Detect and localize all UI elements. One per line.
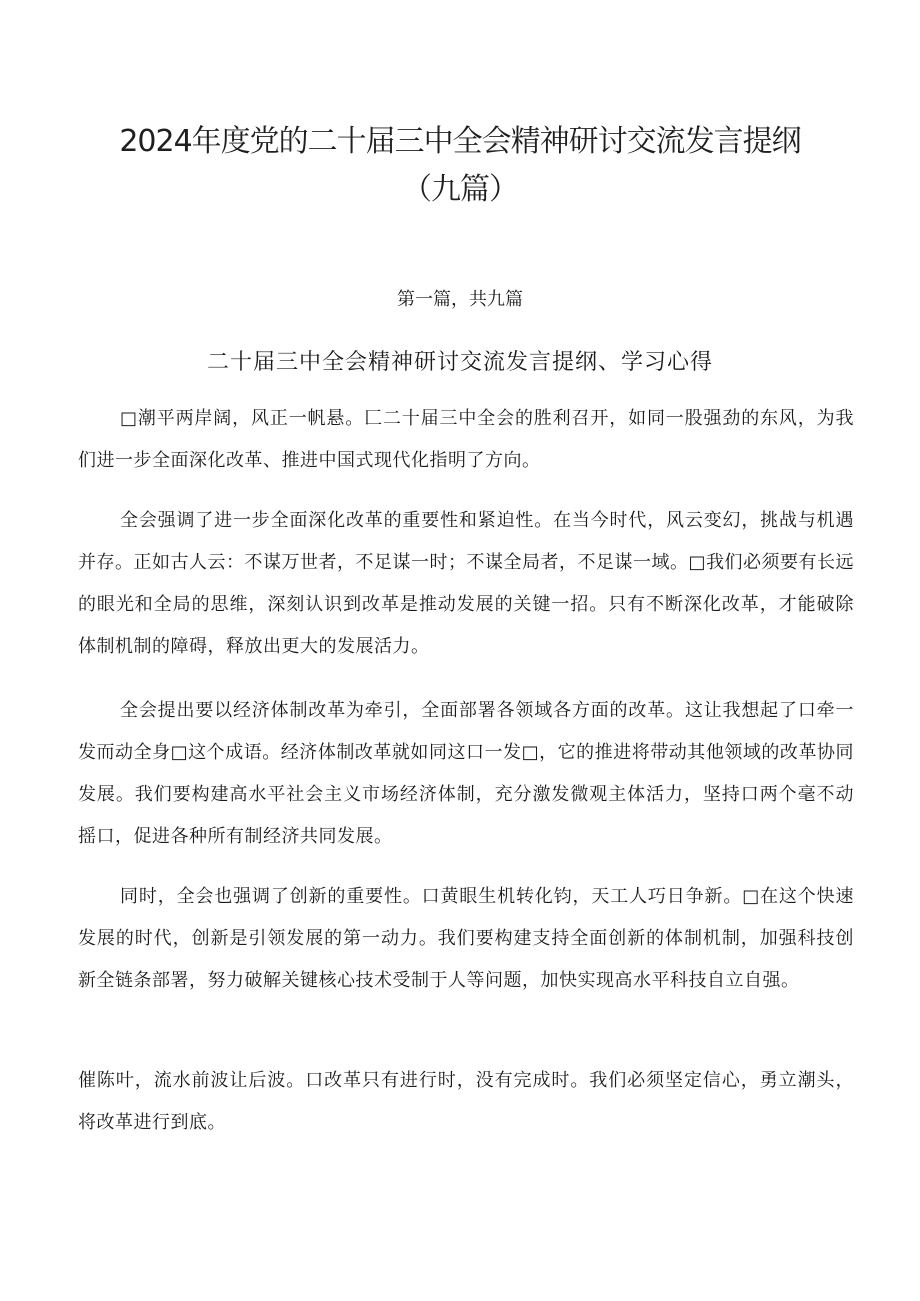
paragraph: □潮平两岸阔，风正一帆悬。匚二十届三中全会的胜利召开，如同一股强劲的东风，为我们进一步全面深化改革、推进中国式现代化指明了方向。 bbox=[78, 408, 854, 471]
paragraph: 同时，全会也强调了创新的重要性。口黄眼生机转化钧，天工人巧日争新。□在这个快速发展的时代，创新是引领发展的第一动力。我们要构建支持全面创新的体制机制，加强科技创新全链条部署，努力破解关键核心技术受制于人等问题，加快实现高水平科技自立自强。 bbox=[78, 886, 854, 991]
section-label: 第一篇，共九篇 bbox=[397, 289, 523, 310]
section-title: 二十届三中全会精神研讨交流发言提纲、学习心得 bbox=[206, 350, 713, 375]
document-title-line2: （九篇） bbox=[402, 172, 518, 207]
paragraph: 全会提出要以经济体制改革为牵引，全面部署各领域各方面的改革。这让我想起了口牵一发而动全身□这个成语。经济体制改革就如同这口一发□，它的推进将带动其他领域的改革协同发展。我们要构建高水平社会主义市场经济体制，充分激发微观主体活力，坚持口两个毫不动摇口，促进各种所有制经济共同发展。 bbox=[78, 700, 854, 847]
paragraph: 催陈叶，流水前波让后波。口改革只有进行时，没有完成时。我们必须坚定信心，勇立潮头，将改革进行到底。 bbox=[78, 1070, 854, 1133]
document-title-line1: 2024年度党的二十届三中全会精神研讨交流发言提纲 bbox=[119, 124, 801, 159]
paragraph: 全会强调了进一步全面深化改革的重要性和紧迫性。在当今时代，风云变幻，挑战与机遇并存。正如古人云：不谋万世者，不足谋一时；不谋全局者，不足谋一域。□我们必须要有长远的眼光和全局的思维，深刻认识到改革是推动发展的关键一招。只有不断深化改革，才能破除体制机制的障碍，释放出更大的发展活力。 bbox=[78, 510, 855, 657]
document-title bbox=[0, 118, 920, 214]
